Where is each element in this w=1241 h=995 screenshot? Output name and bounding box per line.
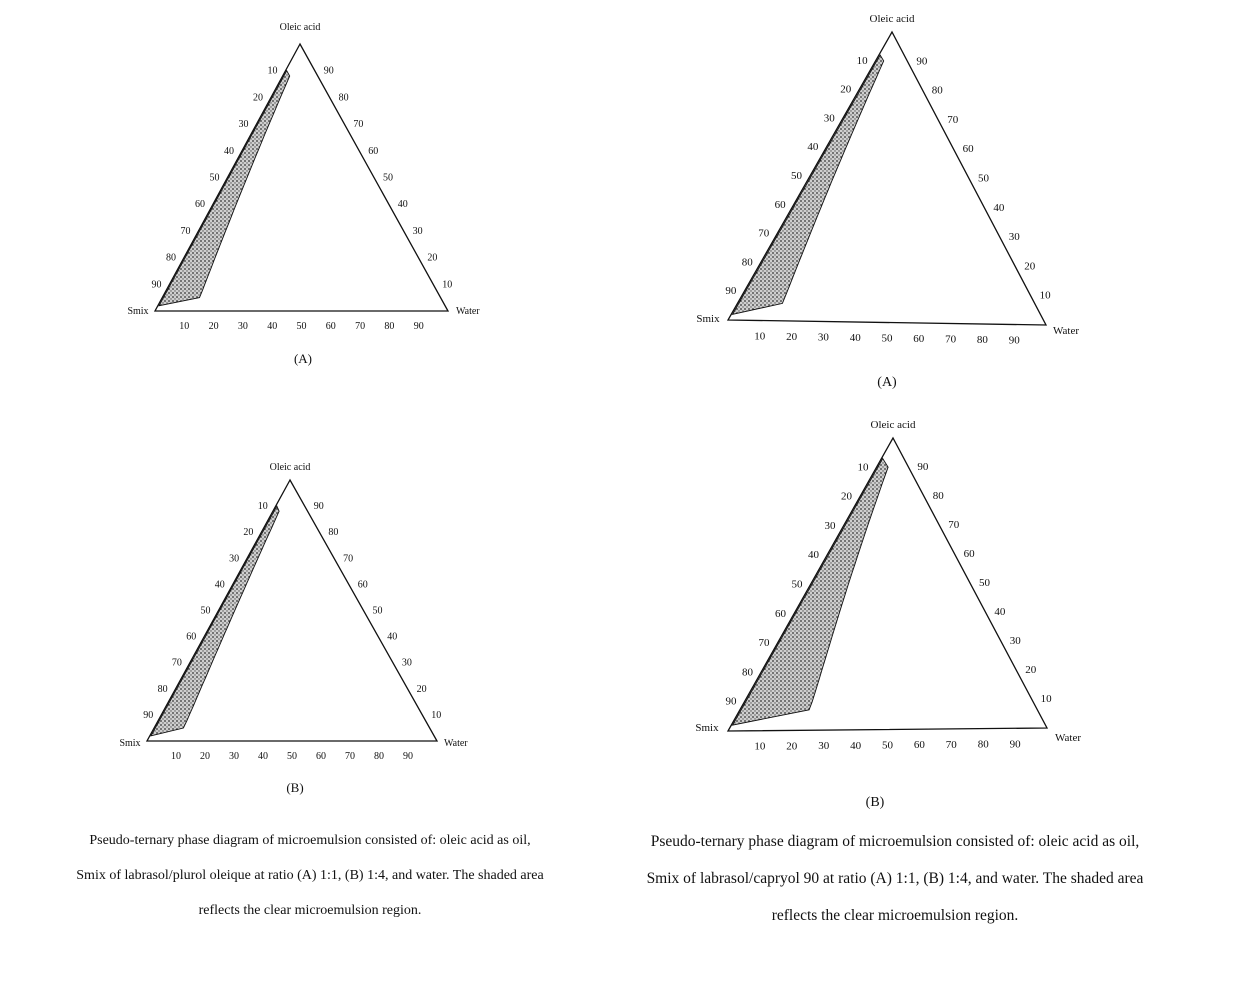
panel-label: (B) bbox=[286, 780, 304, 795]
bottom-axis-tick-label: 10 bbox=[171, 751, 181, 762]
vertex-label-oleic-acid: Oleic acid bbox=[269, 462, 311, 473]
left-axis-tick-label: 80 bbox=[157, 683, 168, 695]
bottom-axis-tick-label: 40 bbox=[258, 751, 268, 762]
left-axis-tick-label: 70 bbox=[180, 225, 191, 237]
bottom-axis-tick-label: 90 bbox=[403, 751, 413, 762]
bottom-axis-tick-label: 70 bbox=[945, 333, 957, 346]
ternary-diagram-right-B bbox=[695, 419, 1081, 810]
bottom-axis-tick-label: 90 bbox=[1009, 738, 1021, 751]
left-axis-tick-label: 80 bbox=[166, 252, 176, 264]
right-axis-tick-label: 10 bbox=[1040, 693, 1052, 705]
left-axis-tick-label: 40 bbox=[807, 141, 819, 154]
bottom-axis-tick-label: 80 bbox=[374, 751, 384, 762]
panel-label: (B) bbox=[865, 795, 885, 810]
vertex-label-smix: Smix bbox=[127, 306, 149, 317]
right-axis-tick-label: 90 bbox=[313, 501, 324, 513]
right-axis-tick-label: 30 bbox=[1009, 635, 1021, 647]
left-axis-tick-label: 30 bbox=[229, 553, 240, 565]
right-axis-tick-label: 40 bbox=[994, 606, 1006, 618]
right-axis-tick-label: 50 bbox=[979, 577, 990, 589]
left-axis-tick-label: 80 bbox=[741, 256, 753, 269]
shaded-microemulsion-region bbox=[733, 55, 884, 314]
bottom-axis-tick-label: 80 bbox=[977, 738, 989, 751]
bottom-axis-tick-label: 40 bbox=[850, 739, 862, 752]
right-axis-tick-label: 70 bbox=[343, 553, 354, 565]
right-axis-tick-label: 50 bbox=[978, 172, 989, 185]
vertex-label-smix: Smix bbox=[119, 738, 141, 749]
caption-left-line-1: Pseudo-ternary phase diagram of microemulsion consisted of: oleic acid as oil, bbox=[89, 833, 531, 848]
right-axis-tick-label: 30 bbox=[412, 225, 423, 237]
left-axis-tick-label: 90 bbox=[725, 285, 737, 298]
left-axis-tick-label: 30 bbox=[238, 119, 249, 131]
bottom-axis-tick-label: 20 bbox=[208, 321, 219, 332]
left-axis-tick-label: 40 bbox=[808, 549, 819, 562]
left-axis-tick-label: 40 bbox=[224, 145, 234, 157]
caption-right-line-2: Smix of labrasol/capryol 90 at ratio (A) 1:1, (B) 1:4, and water. The shaded area bbox=[646, 870, 1144, 887]
bottom-axis-tick-label: 60 bbox=[325, 321, 336, 332]
left-axis-tick-label: 90 bbox=[725, 695, 737, 708]
left-axis-tick-label: 10 bbox=[856, 54, 868, 67]
right-axis-tick-label: 80 bbox=[328, 527, 339, 539]
right-axis-tick-label: 90 bbox=[916, 55, 928, 68]
bottom-axis-tick-label: 80 bbox=[976, 334, 988, 346]
bottom-axis-tick-label: 80 bbox=[384, 321, 395, 332]
right-axis-tick-label: 90 bbox=[917, 461, 929, 473]
left-axis-tick-label: 30 bbox=[824, 519, 836, 532]
vertex-label-smix: Smix bbox=[695, 722, 719, 734]
vertex-label-water: Water bbox=[1055, 732, 1081, 744]
right-axis-tick-label: 60 bbox=[963, 548, 975, 560]
right-axis-tick-label: 10 bbox=[431, 709, 442, 721]
panel-label: (A) bbox=[877, 375, 897, 390]
caption-right-line-1: Pseudo-ternary phase diagram of microemulsion consisted of: oleic acid as oil, bbox=[650, 833, 1140, 850]
bottom-axis-tick-label: 50 bbox=[882, 739, 893, 752]
right-axis-tick-label: 60 bbox=[357, 579, 368, 591]
bottom-axis-tick-label: 30 bbox=[229, 751, 239, 762]
shaded-microemulsion-region bbox=[733, 459, 889, 726]
right-axis-tick-label: 60 bbox=[368, 145, 379, 157]
right-axis-tick-label: 40 bbox=[387, 631, 398, 643]
bottom-axis-tick-label: 20 bbox=[786, 740, 798, 753]
bottom-axis-tick-label: 10 bbox=[754, 740, 766, 753]
left-axis-tick-label: 70 bbox=[758, 637, 770, 650]
caption-right-line-3: reflects the clear microemulsion region. bbox=[771, 907, 1019, 924]
vertex-label-oleic-acid: Oleic acid bbox=[869, 13, 915, 25]
right-axis-tick-label: 40 bbox=[397, 199, 408, 211]
left-axis-tick-label: 50 bbox=[209, 172, 220, 184]
right-axis-tick-label: 20 bbox=[427, 252, 438, 264]
left-axis-tick-label: 20 bbox=[243, 527, 254, 539]
bottom-axis-tick-label: 70 bbox=[345, 751, 355, 762]
ternary-diagram-left-A bbox=[127, 22, 480, 366]
bottom-axis-tick-label: 50 bbox=[287, 751, 297, 762]
panel-label: (A) bbox=[293, 351, 313, 366]
left-axis-tick-label: 90 bbox=[151, 279, 162, 291]
right-axis-tick-label: 70 bbox=[948, 519, 960, 531]
left-axis-tick-label: 60 bbox=[186, 631, 197, 643]
bottom-axis-tick-label: 90 bbox=[1008, 334, 1020, 347]
shaded-microemulsion-region bbox=[151, 506, 279, 736]
left-axis-tick-label: 50 bbox=[200, 605, 211, 617]
left-axis-tick-label: 20 bbox=[840, 83, 852, 96]
bottom-axis-tick-label: 70 bbox=[945, 738, 957, 751]
right-axis-tick-label: 80 bbox=[338, 92, 349, 104]
bottom-axis-tick-label: 60 bbox=[316, 751, 326, 762]
vertex-label-water: Water bbox=[456, 306, 480, 317]
right-axis-tick-label: 30 bbox=[401, 657, 412, 669]
right-axis-tick-label: 90 bbox=[323, 65, 334, 77]
vertex-label-water: Water bbox=[444, 738, 468, 749]
ternary-diagram-left-B bbox=[119, 462, 468, 795]
left-axis-tick-label: 60 bbox=[774, 198, 786, 211]
bottom-axis-tick-label: 10 bbox=[179, 321, 190, 332]
vertex-label-oleic-acid: Oleic acid bbox=[870, 419, 916, 431]
left-axis-tick-label: 70 bbox=[171, 657, 182, 669]
left-axis-tick-label: 10 bbox=[257, 501, 268, 513]
left-axis-tick-label: 40 bbox=[214, 579, 225, 591]
bottom-axis-tick-label: 30 bbox=[818, 740, 830, 753]
left-axis-tick-label: 80 bbox=[742, 666, 753, 679]
right-axis-tick-label: 50 bbox=[383, 172, 393, 184]
right-axis-tick-label: 20 bbox=[416, 683, 427, 695]
vertex-label-water: Water bbox=[1053, 325, 1079, 337]
bottom-axis-tick-label: 70 bbox=[355, 321, 366, 332]
bottom-axis-tick-label: 60 bbox=[913, 333, 925, 345]
caption-right bbox=[600, 823, 1190, 934]
right-axis-tick-label: 80 bbox=[931, 84, 943, 97]
bottom-axis-tick-label: 30 bbox=[817, 331, 829, 344]
bottom-axis-tick-label: 30 bbox=[237, 321, 248, 332]
right-axis-tick-label: 70 bbox=[947, 113, 959, 126]
right-axis-tick-label: 50 bbox=[372, 605, 383, 617]
left-axis-tick-label: 70 bbox=[758, 227, 770, 240]
left-axis-tick-label: 10 bbox=[267, 65, 278, 77]
bottom-axis-tick-label: 40 bbox=[267, 321, 278, 332]
right-axis-tick-label: 20 bbox=[1024, 260, 1036, 273]
left-axis-tick-label: 60 bbox=[195, 199, 205, 211]
vertex-label-smix: Smix bbox=[696, 313, 720, 325]
left-axis-tick-label: 20 bbox=[253, 92, 263, 104]
right-axis-tick-label: 30 bbox=[1008, 231, 1020, 244]
caption-left-line-3: reflects the clear microemulsion region. bbox=[198, 903, 422, 918]
right-axis-tick-label: 80 bbox=[932, 490, 944, 502]
caption-left-line-2: Smix of labrasol/plurol oleique at ratio (A) 1:1, (B) 1:4, and water. The shaded area bbox=[76, 868, 544, 883]
vertex-label-oleic-acid: Oleic acid bbox=[279, 22, 321, 33]
bottom-axis-tick-label: 50 bbox=[881, 332, 893, 345]
bottom-axis-tick-label: 40 bbox=[849, 332, 861, 344]
left-axis-tick-label: 50 bbox=[791, 578, 803, 591]
caption-left bbox=[20, 823, 600, 928]
left-axis-tick-label: 20 bbox=[841, 490, 852, 503]
bottom-axis-tick-label: 20 bbox=[200, 751, 210, 762]
right-axis-tick-label: 60 bbox=[962, 143, 974, 156]
bottom-axis-tick-label: 10 bbox=[754, 330, 766, 343]
right-axis-tick-label: 10 bbox=[442, 279, 453, 291]
left-axis-tick-label: 50 bbox=[791, 170, 802, 182]
right-axis-tick-label: 70 bbox=[353, 119, 364, 131]
bottom-axis-tick-label: 90 bbox=[413, 321, 424, 332]
left-axis-tick-label: 60 bbox=[775, 607, 786, 620]
left-axis-tick-label: 30 bbox=[823, 112, 835, 125]
shaded-microemulsion-region bbox=[159, 71, 290, 306]
left-axis-tick-label: 10 bbox=[857, 461, 869, 474]
bottom-axis-tick-label: 60 bbox=[913, 739, 925, 752]
bottom-axis-tick-label: 20 bbox=[786, 331, 798, 343]
bottom-axis-tick-label: 50 bbox=[296, 321, 307, 332]
right-axis-tick-label: 20 bbox=[1025, 664, 1037, 676]
ternary-diagram-right-A bbox=[696, 13, 1079, 390]
right-axis-tick-label: 10 bbox=[1039, 289, 1051, 302]
left-axis-tick-label: 90 bbox=[143, 709, 154, 721]
right-axis-tick-label: 40 bbox=[993, 201, 1005, 214]
